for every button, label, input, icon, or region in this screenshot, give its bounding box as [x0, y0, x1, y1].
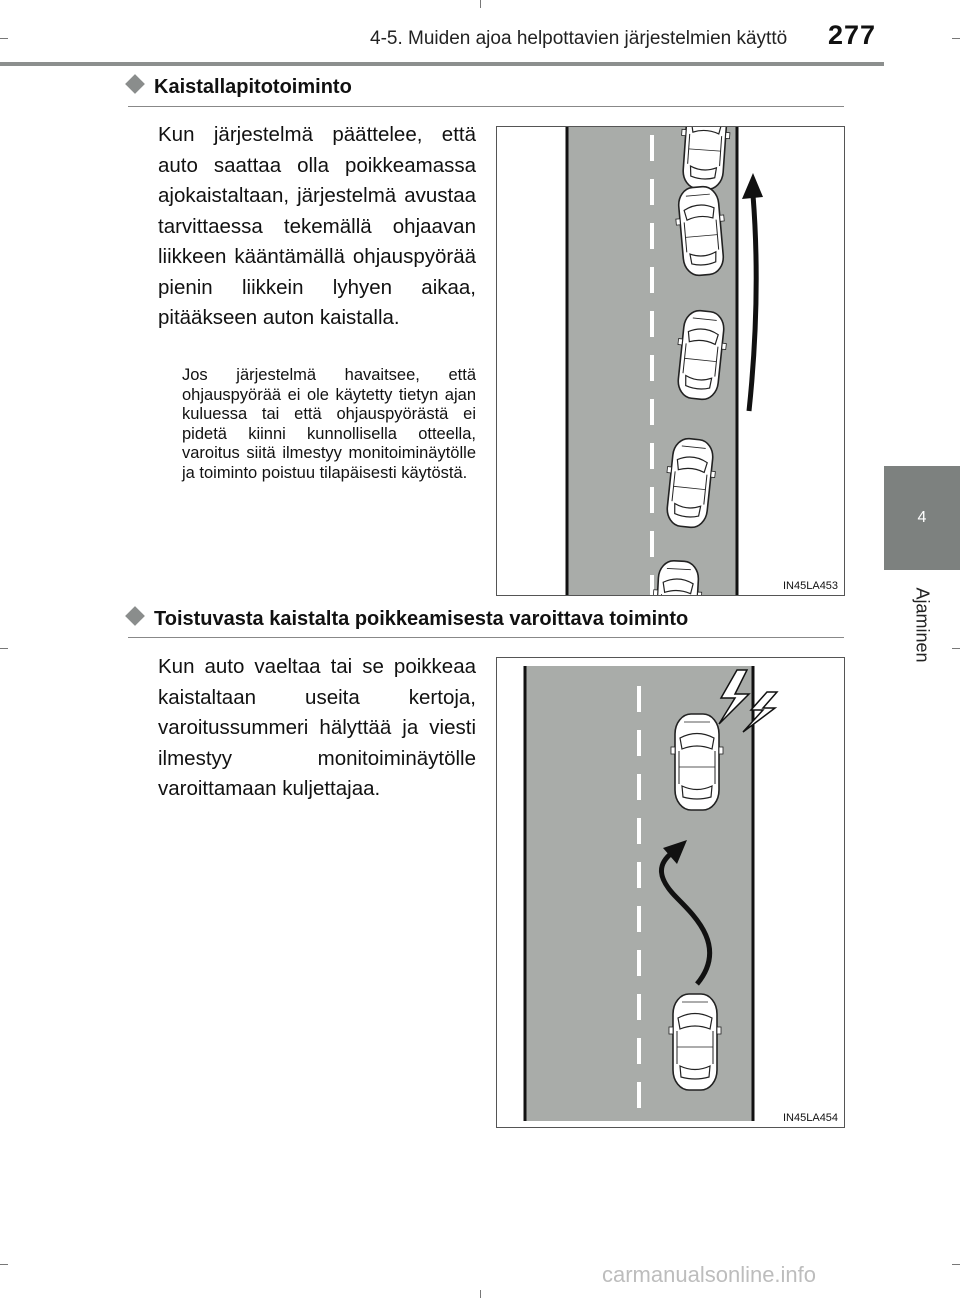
section-title-text: Toistuvasta kaistalta poikkeamisesta varoittava toiminto	[154, 608, 689, 630]
car-icon	[669, 994, 721, 1090]
crop-mark	[0, 1264, 8, 1265]
section-rule	[128, 637, 844, 638]
section1-note: Jos järjestelmä havaitsee, että ohjauspyörää ei ole käytetty tietyn ajan kuluessa tai että ohjauspyörästä ei pidetä kiinni kunnollisella otteella, varoitus siitä ilmestyy monitoiminäytölle ja toiminto poistuu tilapäisesti käytöstä.	[182, 366, 476, 482]
crop-mark	[0, 648, 8, 649]
crop-mark	[480, 0, 481, 8]
crop-mark	[952, 648, 960, 649]
section-title-lane-keeping	[128, 76, 352, 99]
diamond-bullet-icon	[125, 606, 145, 626]
watermark: carmanualsonline.info	[602, 1262, 817, 1287]
section2-body: Kun auto vaeltaa tai se poikkeaa kaistaltaan useita kertoja, varoitussummeri hälyttää ja viesti ilmestyy monitoiminäytölle varoittamaan kuljettajaa.	[158, 655, 476, 800]
correction-arrow-line	[749, 195, 756, 411]
section1-body: Kun järjestelmä päättelee, että auto saattaa olla poikkeamassa ajokaistaltaan, järjestelmä avustaa tarvittaessa tekemällä ohjaavan liikkeen kääntämällä ohjauspyörää pienin liikkein lyhyen aikaa, pitääkseen auton kaistalla.	[158, 123, 476, 329]
crop-mark	[952, 1264, 960, 1265]
header-rule	[0, 62, 884, 66]
figure-lane-departure-warning	[496, 657, 845, 1128]
car-icon	[671, 714, 723, 810]
chapter-label-text: Ajaminen	[912, 587, 933, 663]
diamond-bullet-icon	[125, 74, 145, 94]
crop-mark	[480, 1290, 481, 1298]
arrow-head-icon	[742, 173, 763, 199]
figure-lane-keeping	[496, 126, 845, 596]
page-number: 277	[828, 20, 877, 50]
lane-keeping-illustration	[497, 127, 844, 595]
section-title-lane-departure-warning	[128, 608, 688, 631]
crop-mark	[952, 38, 960, 39]
running-header: 4-5. Muiden ajoa helpottavien järjestelmien käyttö	[370, 28, 788, 49]
figure-code: IN45LA454	[783, 1112, 839, 1124]
lane-departure-illustration	[497, 658, 844, 1127]
figure-code: IN45LA453	[783, 580, 839, 592]
section-title-text: Kaistallapitotoiminto	[154, 76, 352, 98]
chapter-label	[902, 580, 942, 670]
crop-mark	[0, 38, 8, 39]
chapter-tab: 4	[884, 466, 960, 570]
section-rule	[128, 106, 844, 107]
